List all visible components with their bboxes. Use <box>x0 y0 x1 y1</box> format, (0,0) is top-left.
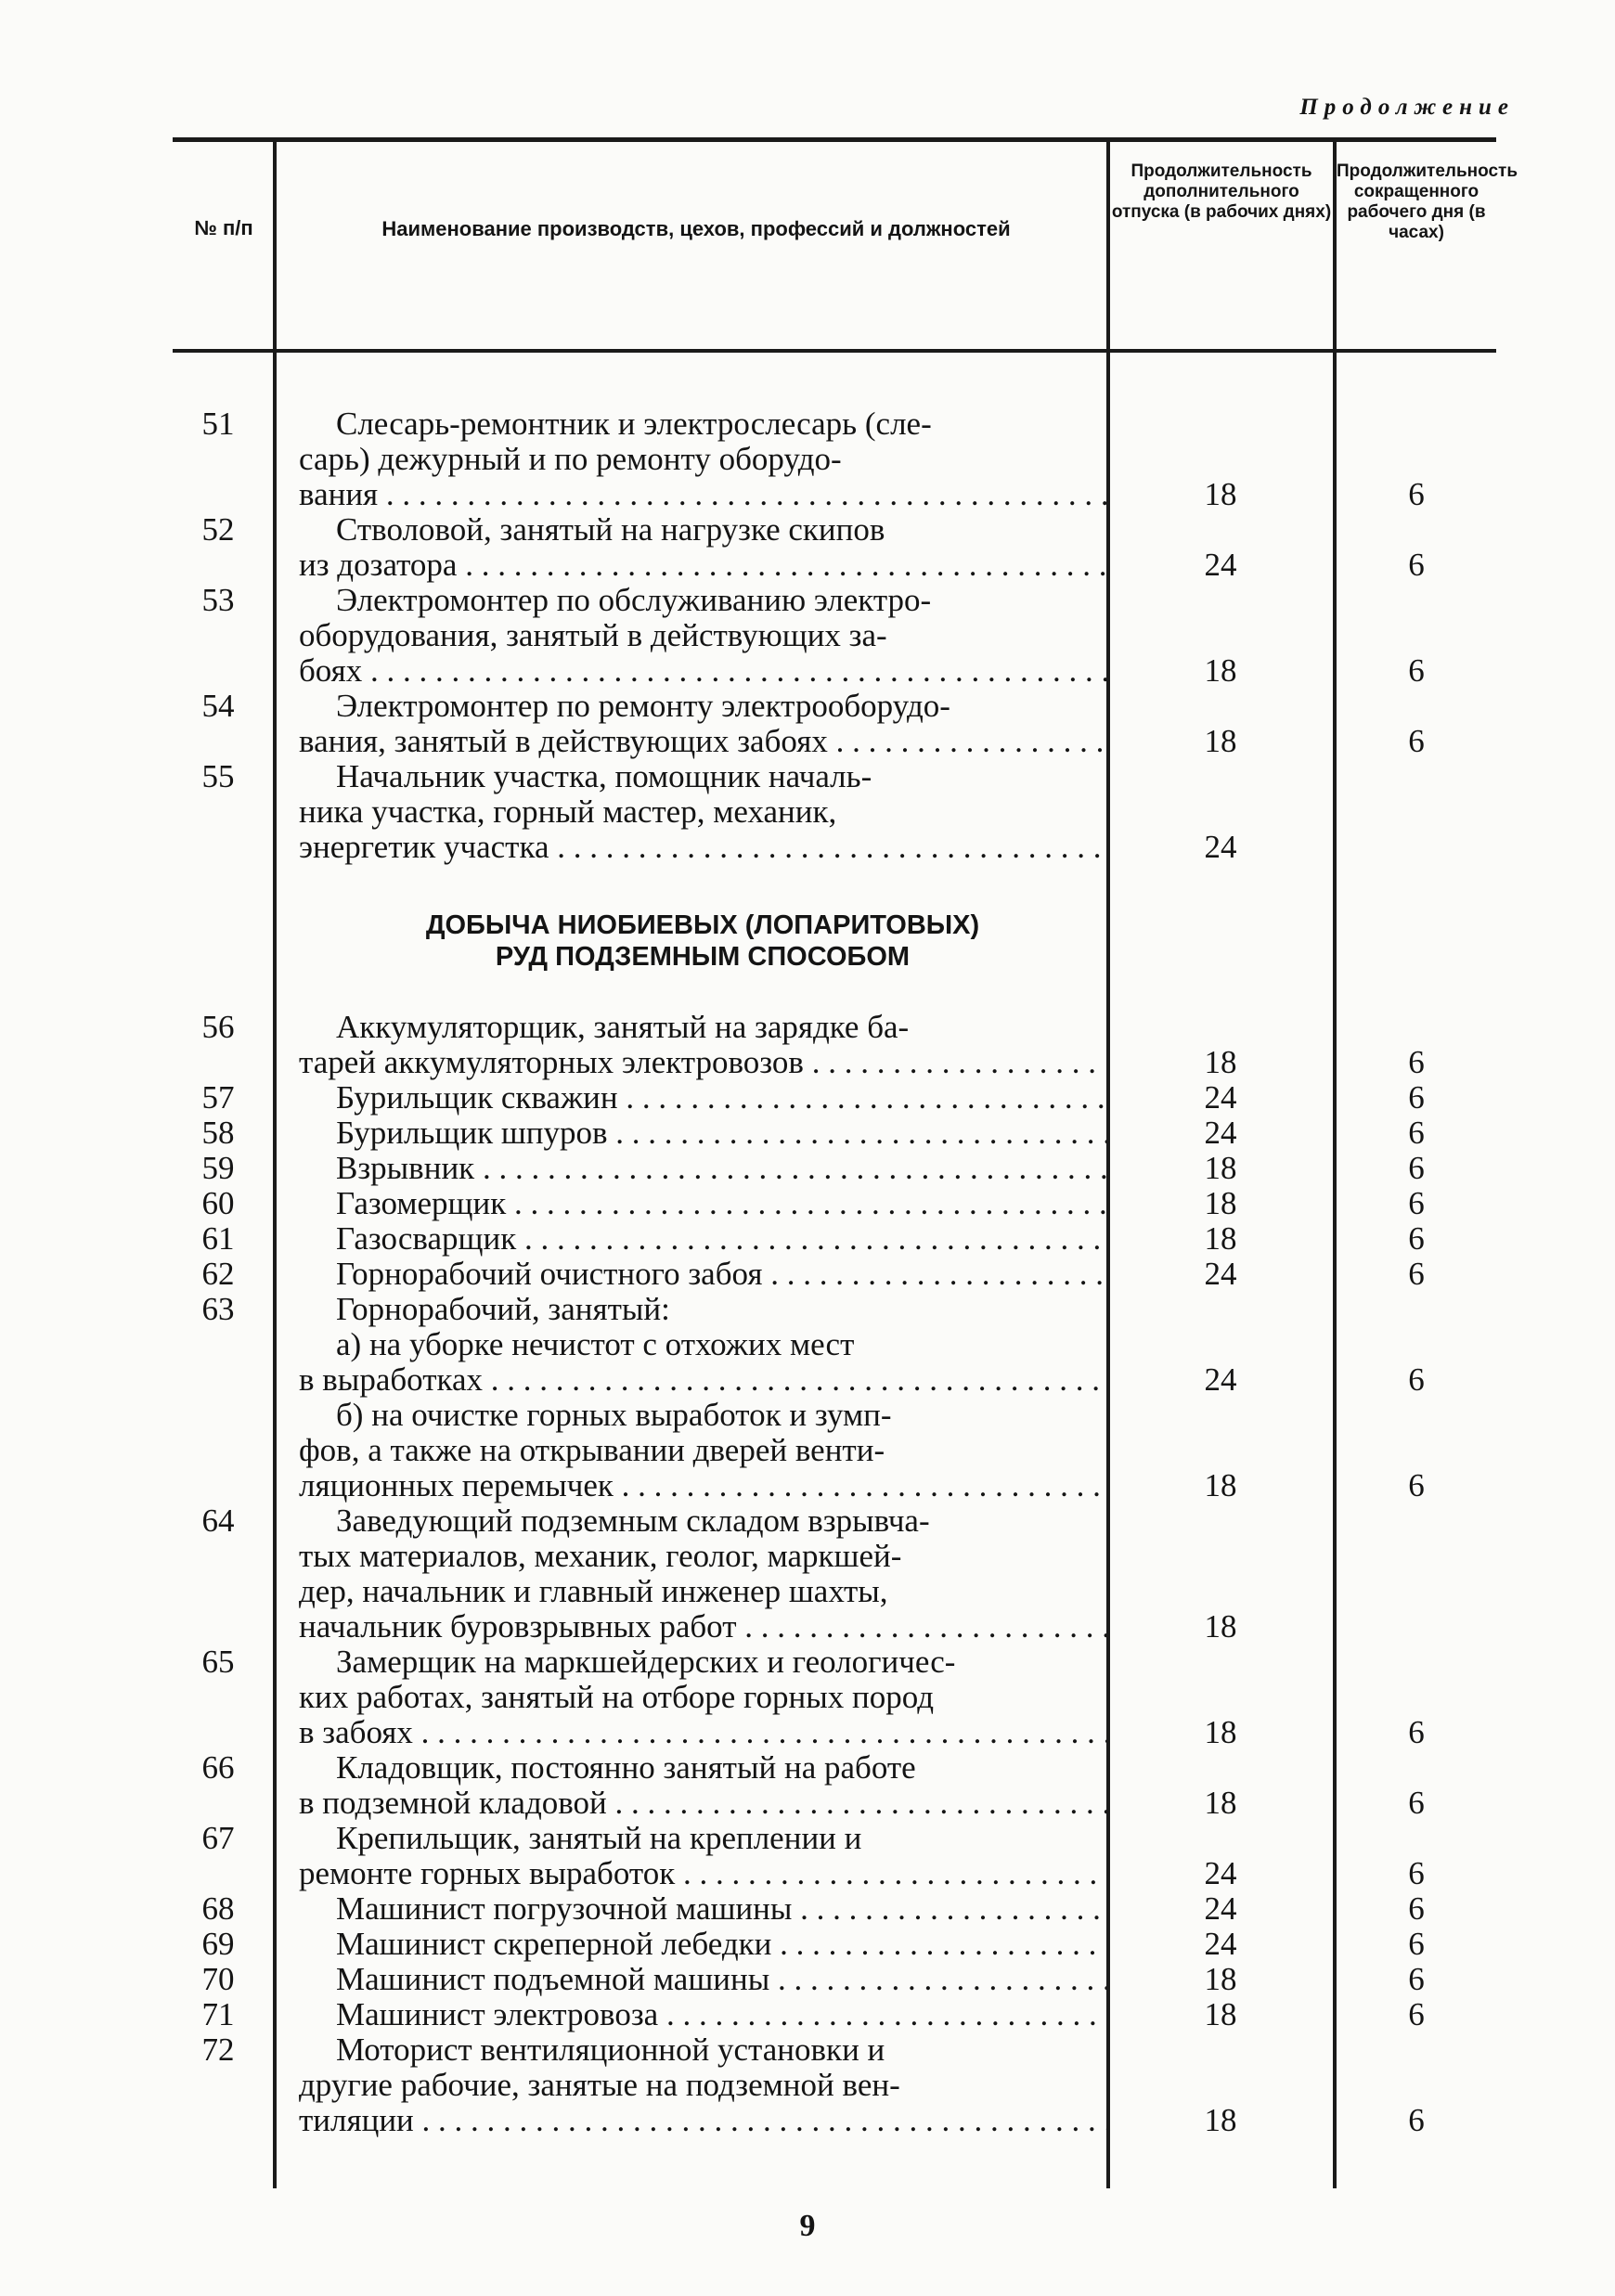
row-text: Начальник участка, помощник началь- <box>336 759 872 794</box>
section-title: РУД ПОДЗЕМНЫМ СПОСОБОМ <box>495 942 911 972</box>
table-row-line <box>0 618 1615 653</box>
table-row-line <box>0 759 1615 794</box>
vacation-days: 24 <box>1204 1079 1237 1116</box>
row-number: 54 <box>201 688 235 724</box>
table-row-line <box>0 512 1615 548</box>
table-row-line <box>0 442 1615 477</box>
row-number: 65 <box>201 1644 235 1680</box>
table-row-line <box>0 1856 1615 1891</box>
table-row-line <box>0 1080 1615 1116</box>
shortened-hours: 6 <box>1408 1150 1425 1186</box>
row-text: вания, занятый в действующих забоях . . . <box>299 724 1106 759</box>
row-text: Крепильщик, занятый на креплении и <box>336 1821 862 1856</box>
vacation-days: 18 <box>1204 2102 1237 2138</box>
section-title: ДОБЫЧА НИОБИЕВЫХ (ЛОПАРИТОВЫХ) <box>425 910 980 940</box>
shortened-hours: 6 <box>1408 1855 1425 1891</box>
row-number: 56 <box>201 1009 235 1045</box>
table-row-line <box>0 794 1615 830</box>
vacation-days: 24 <box>1204 1890 1237 1927</box>
table-row-line <box>0 2068 1615 2103</box>
row-text: тиляции . . . <box>299 2103 1106 2138</box>
row-text: б) на очистке горных выработок и зумп- <box>336 1398 892 1433</box>
table-row-line <box>0 1151 1615 1186</box>
table-row-line <box>0 830 1615 865</box>
row-text: Машинист электровоза . . . <box>336 1997 1106 2032</box>
row-number: 64 <box>201 1503 235 1539</box>
table-row-line <box>0 1821 1615 1856</box>
row-text: ника участка, горный мастер, механик, <box>299 794 837 830</box>
row-text: Машинист скреперной лебедки . . . <box>336 1927 1106 1962</box>
vacation-days: 24 <box>1204 1926 1237 1962</box>
table-row-line <box>0 1045 1615 1080</box>
row-text: Взрывник . . . <box>336 1151 1106 1186</box>
vacation-days: 18 <box>1204 1714 1237 1750</box>
shortened-hours: 6 <box>1408 652 1425 689</box>
row-text: Аккумуляторщик, занятый на зарядке ба- <box>336 1010 910 1045</box>
row-number: 68 <box>201 1890 235 1927</box>
row-text: Горнорабочий очистного забоя . . . <box>336 1257 1106 1292</box>
table-row-line <box>0 1645 1615 1680</box>
row-text: в подземной кладовой . . . <box>299 1786 1106 1821</box>
row-text: тарей аккумуляторных электровозов . . . <box>299 1045 1106 1080</box>
table-row-line <box>0 1468 1615 1503</box>
table-row-line <box>0 1398 1615 1433</box>
row-text: Замерщик на маркшейдерских и геологичес- <box>336 1645 956 1680</box>
row-text: Бурильщик шпуров . . . <box>336 1116 1106 1151</box>
table-row-line <box>0 1327 1615 1362</box>
vacation-days: 24 <box>1204 1361 1237 1398</box>
table-row-line <box>0 477 1615 512</box>
row-text: сарь) дежурный и по ремонту оборудо- <box>299 442 842 477</box>
shortened-hours: 6 <box>1408 476 1425 512</box>
row-text: Горнорабочий, занятый: <box>336 1292 670 1327</box>
table-row-line <box>0 1539 1615 1574</box>
row-text: Кладовщик, постоянно занятый на работе <box>336 1750 916 1786</box>
row-text: тых материалов, механик, геолог, маркшей- <box>299 1539 902 1574</box>
vacation-days: 24 <box>1204 1256 1237 1292</box>
row-text: Моторист вентиляционной установки и <box>336 2032 885 2068</box>
shortened-hours: 6 <box>1408 1361 1425 1398</box>
row-number: 61 <box>201 1220 235 1257</box>
row-number: 66 <box>201 1749 235 1786</box>
continued-label: Продолжение <box>1299 95 1515 120</box>
header-shortened: Продолжительность сокращенного рабочего дня (в часах) <box>1337 161 1518 242</box>
row-text: оборудования, занятый в действующих за- <box>299 618 887 653</box>
row-text: ремонте горных выработок . . . <box>299 1856 1106 1891</box>
header-num: № п/п <box>194 216 253 239</box>
row-text: Стволовой, занятый на нагрузке скипов <box>336 512 885 548</box>
vacation-days: 18 <box>1204 723 1237 759</box>
row-text: из дозатора . . . <box>299 548 1106 583</box>
vacation-days: 24 <box>1204 547 1237 583</box>
vacation-days: 18 <box>1204 1044 1237 1080</box>
vacation-days: 18 <box>1204 1185 1237 1221</box>
row-number: 55 <box>201 758 235 794</box>
shortened-hours: 6 <box>1408 1044 1425 1080</box>
header-name: Наименование производств, цехов, профессий и должностей <box>381 217 1011 240</box>
row-text: начальник буровзрывных работ . . . <box>299 1609 1106 1645</box>
row-text: ляционных перемычек . . . <box>299 1468 1106 1503</box>
vacation-days: 18 <box>1204 1785 1237 1821</box>
vacation-days: 18 <box>1204 1220 1237 1257</box>
row-text: Слесарь-ремонтник и электрослесарь (сле- <box>336 406 932 442</box>
row-text: ких работах, занятый на отборе горных пород <box>299 1680 935 1715</box>
table-row-line <box>0 1503 1615 1539</box>
table-row-line <box>0 653 1615 689</box>
shortened-hours: 6 <box>1408 723 1425 759</box>
row-text: другие рабочие, занятые на подземной вен- <box>299 2068 900 2103</box>
table-row-line <box>0 548 1615 583</box>
table-row-line <box>0 1680 1615 1715</box>
table-row-line <box>0 1116 1615 1151</box>
row-number: 52 <box>201 511 235 548</box>
table-row-line <box>0 724 1615 759</box>
row-text: в выработках . . . <box>299 1362 1106 1398</box>
row-number: 51 <box>201 406 235 442</box>
row-text: Машинист подъемной машины . . . <box>336 1962 1106 1997</box>
row-text: энергетик участка . . . <box>299 830 1106 865</box>
table-row-line <box>0 1997 1615 2032</box>
table-row-line <box>0 1786 1615 1821</box>
vacation-days: 18 <box>1204 1608 1237 1645</box>
table-row-line <box>0 1433 1615 1468</box>
row-number: 58 <box>201 1115 235 1151</box>
table-row-line <box>0 1257 1615 1292</box>
row-number: 63 <box>201 1291 235 1327</box>
row-number: 69 <box>201 1926 235 1962</box>
row-text: фов, а также на открывании дверей венти- <box>299 1433 885 1468</box>
shortened-hours: 6 <box>1408 1926 1425 1962</box>
row-text: боях . . . <box>299 653 1106 689</box>
row-text: Электромонтер по обслуживанию электро- <box>336 583 932 618</box>
row-text: в забоях . . . <box>299 1715 1106 1750</box>
shortened-hours: 6 <box>1408 1079 1425 1116</box>
shortened-hours: 6 <box>1408 1961 1425 1997</box>
table-row-line <box>0 1292 1615 1327</box>
row-number: 59 <box>201 1150 235 1186</box>
vacation-days: 18 <box>1204 652 1237 689</box>
row-text: Газомерщик . . . <box>336 1186 1106 1221</box>
row-number: 60 <box>201 1185 235 1221</box>
header-vacation: Продолжительность дополнительного отпуска (в рабочих днях) <box>1111 161 1332 222</box>
shortened-hours: 6 <box>1408 1220 1425 1257</box>
row-number: 53 <box>201 582 235 618</box>
shortened-hours: 6 <box>1408 1785 1425 1821</box>
row-number: 67 <box>201 1820 235 1856</box>
vacation-days: 18 <box>1204 1467 1237 1503</box>
table-row-line <box>0 406 1615 442</box>
table-row-line <box>0 1750 1615 1786</box>
vacation-days: 24 <box>1204 1855 1237 1891</box>
table-row-line <box>0 1715 1615 1750</box>
row-number: 57 <box>201 1079 235 1116</box>
shortened-hours: 6 <box>1408 1890 1425 1927</box>
row-text: Электромонтер по ремонту электрооборудо- <box>336 689 950 724</box>
row-text: Газосварщик . . . <box>336 1221 1106 1257</box>
table-row-line <box>0 1962 1615 1997</box>
row-text: вания . . . <box>299 477 1106 512</box>
table-row-line <box>0 1362 1615 1398</box>
table-row-line <box>0 1609 1615 1645</box>
table-row-line <box>0 1574 1615 1609</box>
shortened-hours: 6 <box>1408 1996 1425 2032</box>
table-row-line <box>0 2032 1615 2068</box>
shortened-hours: 6 <box>1408 1467 1425 1503</box>
table-row-line <box>0 1221 1615 1257</box>
vacation-days: 18 <box>1204 1961 1237 1997</box>
row-text: Машинист погрузочной машины . . . <box>336 1891 1106 1927</box>
shortened-hours: 6 <box>1408 1115 1425 1151</box>
row-text: Бурильщик скважин . . . <box>336 1080 1106 1116</box>
page-number: 9 <box>799 2209 816 2243</box>
shortened-hours: 6 <box>1408 1185 1425 1221</box>
shortened-hours: 6 <box>1408 1714 1425 1750</box>
vacation-days: 24 <box>1204 829 1237 865</box>
table-row-line <box>0 1891 1615 1927</box>
table-row-line <box>0 1010 1615 1045</box>
row-text: Заведующий подземным складом взрывча- <box>336 1503 930 1539</box>
vacation-days: 24 <box>1204 1115 1237 1151</box>
vacation-days: 18 <box>1204 1150 1237 1186</box>
table-row-line <box>0 2103 1615 2138</box>
shortened-hours: 6 <box>1408 2102 1425 2138</box>
table-row-line <box>0 1927 1615 1962</box>
row-number: 71 <box>201 1996 235 2032</box>
row-number: 72 <box>201 2032 235 2068</box>
row-text: а) на уборке нечистот с отхожих мест <box>336 1327 855 1362</box>
table-row-line <box>0 1186 1615 1221</box>
shortened-hours: 6 <box>1408 547 1425 583</box>
vacation-days: 18 <box>1204 1996 1237 2032</box>
vacation-days: 18 <box>1204 476 1237 512</box>
shortened-hours: 6 <box>1408 1256 1425 1292</box>
table-row-line <box>0 583 1615 618</box>
row-number: 70 <box>201 1961 235 1997</box>
row-text: дер, начальник и главный инженер шахты, <box>299 1574 888 1609</box>
row-number: 62 <box>201 1256 235 1292</box>
table-row-line <box>0 689 1615 724</box>
